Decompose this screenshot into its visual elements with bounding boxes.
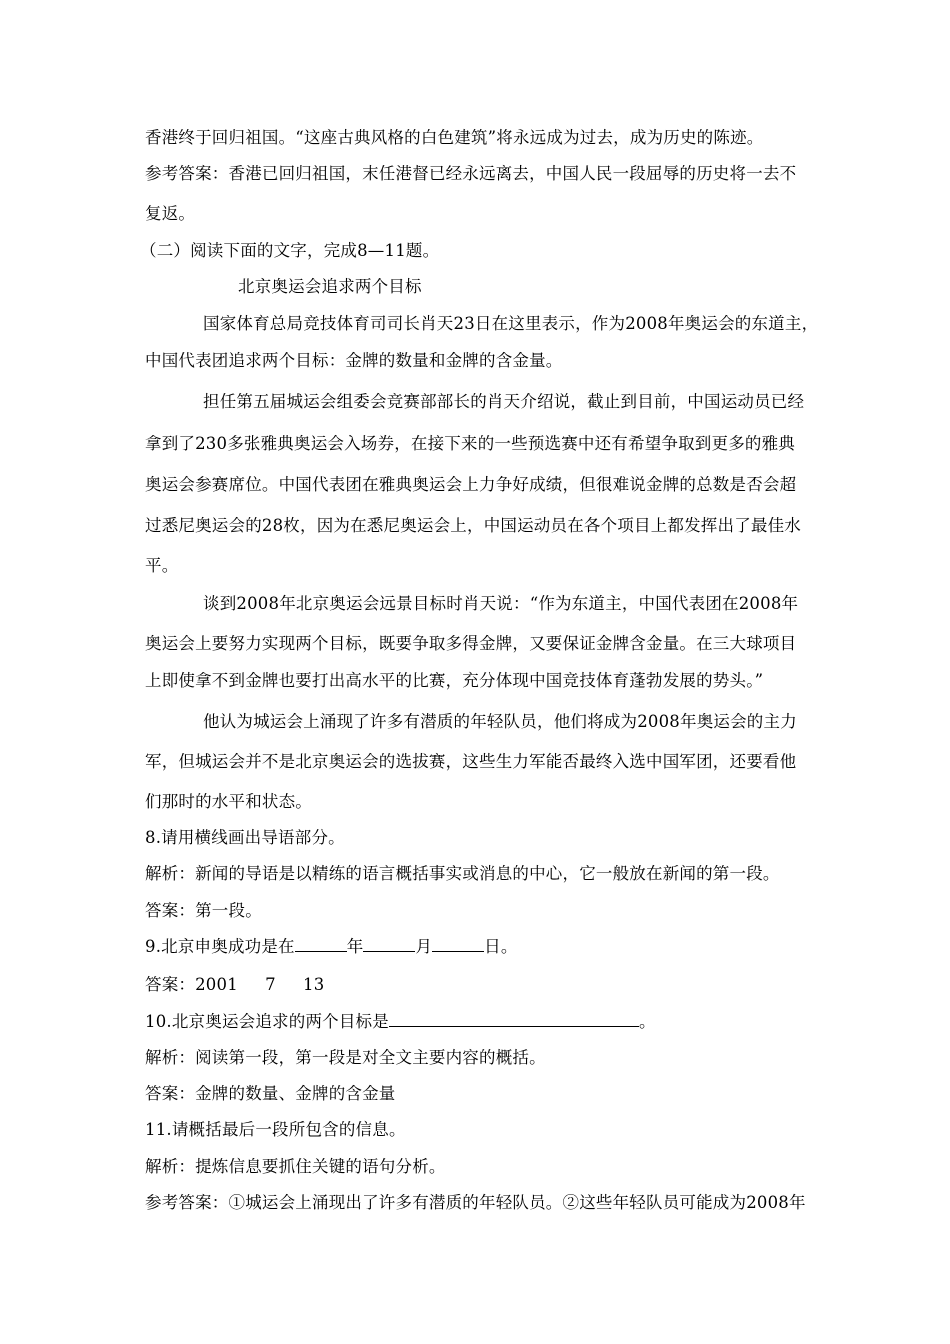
- answer-line: 答案：第一段。: [145, 901, 262, 920]
- answer-line: 复返。: [145, 204, 196, 223]
- question-9: [145, 935, 518, 958]
- paragraph-line: 军，但城运会并不是北京奥运会的选拔赛，这些生力军能否最终入选中国军团，还要看他: [145, 752, 797, 771]
- blank-unit-day: 日。: [484, 937, 518, 956]
- text-line: 香港终于回归祖国。“这座古典风格的白色建筑”将永远成为过去，成为历史的陈迹。: [145, 128, 764, 147]
- article-title: 北京奥运会追求两个目标: [238, 277, 422, 296]
- paragraph-line: 担任第五届城运会组委会竞赛部部长的肖天介绍说，截止到目前，中国运动员已经: [203, 392, 805, 411]
- question-11: 11.请概括最后一段所包含的信息。: [145, 1120, 406, 1139]
- analysis-line: 解析：提炼信息要抓住关键的语句分析。: [145, 1157, 446, 1176]
- answer-line: 参考答案：①城运会上涌现出了许多有潜质的年轻队员。②这些年轻队员可能成为2008年: [145, 1193, 806, 1212]
- fill-blank-goals: [389, 1010, 639, 1027]
- paragraph-line: 中国代表团追求两个目标：金牌的数量和金牌的含金量。: [145, 351, 563, 370]
- fill-blank-year: [295, 935, 347, 952]
- paragraph-line: 他认为城运会上涌现了许多有潜质的年轻队员，他们将成为2008年奥运会的主力: [203, 712, 797, 731]
- question-text: 10.北京奥运会追求的两个目标是: [145, 1012, 389, 1031]
- paragraph-line: 奥运会参赛席位。中国代表团在雅典奥运会上力争好成绩，但很难说金牌的总数是否会超: [145, 475, 797, 494]
- question-end-mark: 。: [638, 1012, 656, 1031]
- answer-line: 参考答案：香港已回归祖国，末任港督已经永远离去，中国人民一段屈辱的历史将一去不: [145, 164, 797, 183]
- paragraph-line: 们那时的水平和状态。: [145, 792, 312, 811]
- analysis-line: 解析：新闻的导语是以精练的语言概括事实或消息的中心，它一般放在新闻的第一段。: [145, 864, 780, 883]
- analysis-line: 解析：阅读第一段，第一段是对全文主要内容的概括。: [145, 1048, 546, 1067]
- section-heading: （二）阅读下面的文字，完成8—11题。: [140, 241, 440, 260]
- blank-unit-year: 年: [346, 937, 364, 956]
- question-text: 9.北京申奥成功是在: [145, 937, 295, 956]
- fill-blank-day: [432, 935, 484, 952]
- paragraph-line: 奥运会上要努力实现两个目标，既要争取多得金牌，又要保证金牌含金量。在三大球项目: [145, 634, 797, 653]
- blank-unit-month: 月: [415, 937, 433, 956]
- paragraph-line: 平。: [145, 556, 179, 575]
- answer-line: 答案：2001 7 13: [145, 975, 325, 994]
- paragraph-line: 上即使拿不到金牌也要打出高水平的比赛，充分体现中国竞技体育蓬勃发展的势头。”: [145, 671, 764, 690]
- paragraph-line: 过悉尼奥运会的28枚，因为在悉尼奥运会上，中国运动员在各个项目上都发挥出了最佳水: [145, 516, 801, 535]
- answer-line: 答案：金牌的数量、金牌的含金量: [145, 1084, 396, 1103]
- question-10: [145, 1010, 656, 1033]
- paragraph-line: 国家体育总局竞技体育司司长肖天23日在这里表示，作为2008年奥运会的东道主，: [203, 314, 819, 333]
- question-8: 8.请用横线画出导语部分。: [145, 828, 345, 847]
- fill-blank-month: [363, 935, 415, 952]
- paragraph-line: 拿到了230多张雅典奥运会入场券，在接下来的一些预选赛中还有希望争取到更多的雅典: [145, 434, 795, 453]
- paragraph-line: 谈到2008年北京奥运会远景目标时肖天说：“作为东道主，中国代表团在2008年: [203, 594, 799, 613]
